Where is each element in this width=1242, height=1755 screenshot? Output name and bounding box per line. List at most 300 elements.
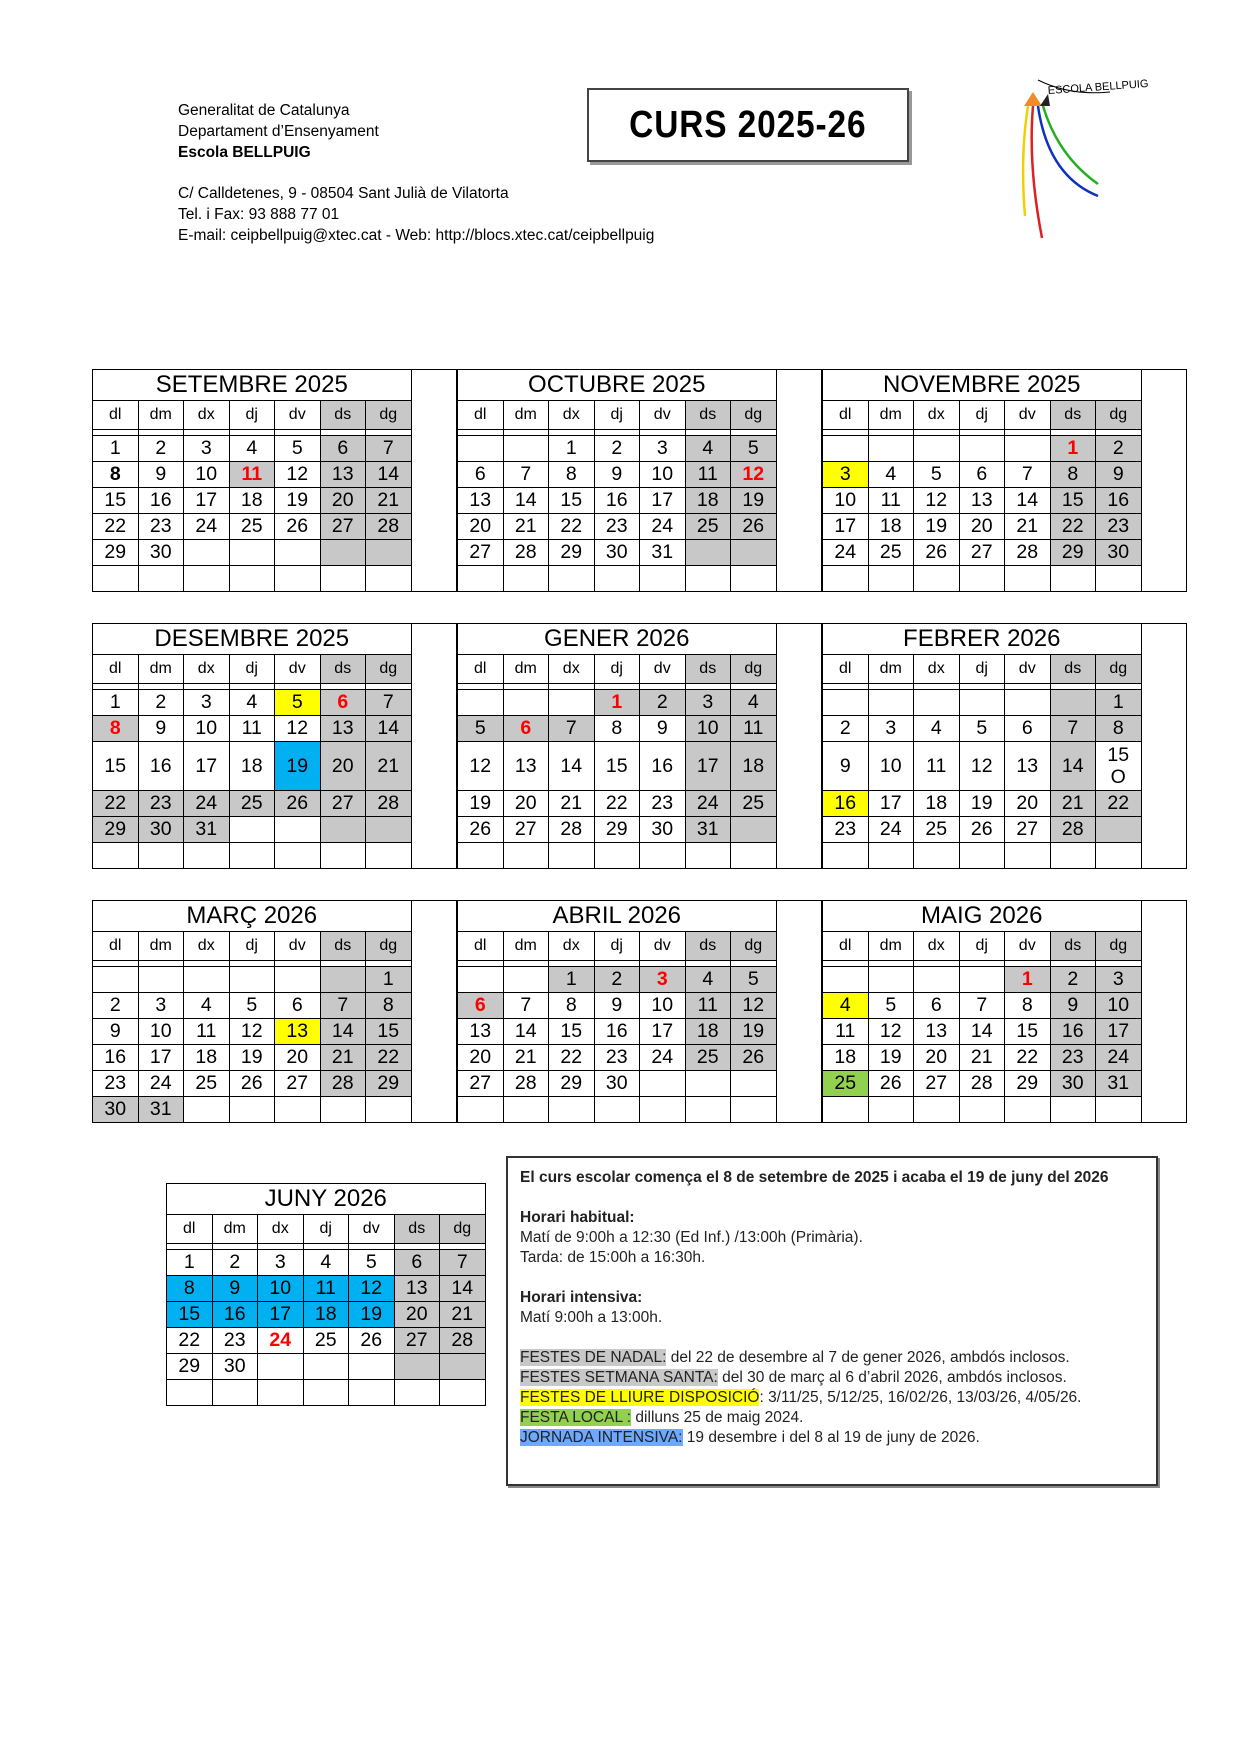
day-cell: 1: [1005, 967, 1051, 993]
day-cell: [868, 1097, 914, 1123]
day-cell: 3: [640, 967, 686, 993]
day-cell: 20: [320, 742, 366, 791]
day-cell: 14: [549, 742, 595, 791]
weekday-header: dv: [275, 655, 321, 684]
weekday-header: dl: [458, 401, 504, 430]
day-cell: 9: [823, 742, 869, 791]
month-calendar: [92, 623, 457, 869]
school-phone: Tel. i Fax: 93 888 77 01: [178, 206, 340, 223]
day-cell: [731, 1097, 777, 1123]
day-cell: [549, 566, 595, 592]
day-cell: 25: [229, 514, 275, 540]
day-cell: [640, 843, 686, 869]
weekday-header: ds: [1050, 655, 1096, 684]
weekday-header: ds: [685, 932, 731, 961]
day-cell: 30: [93, 1097, 139, 1123]
day-cell: [868, 843, 914, 869]
day-cell: [303, 1380, 349, 1406]
month-calendar: [822, 900, 1187, 1123]
weekday-header: dv: [640, 932, 686, 961]
legend-nadal: [520, 1348, 1144, 1368]
day-cell: 15: [93, 742, 139, 791]
day-cell: 19: [229, 1045, 275, 1071]
day-cell: [366, 843, 412, 869]
weekday-header: ds: [685, 655, 731, 684]
month-calendar: [822, 623, 1187, 869]
weekday-header: dj: [303, 1215, 349, 1244]
legend-local-label: FESTA LOCAL :: [520, 1409, 632, 1426]
day-cell: [959, 843, 1005, 869]
day-cell: 16: [1096, 488, 1142, 514]
day-cell: 13: [458, 1019, 504, 1045]
day-cell: 26: [959, 817, 1005, 843]
day-cell: [458, 566, 504, 592]
day-cell: 31: [640, 540, 686, 566]
day-cell: 28: [366, 514, 412, 540]
day-cell: [440, 1380, 486, 1406]
day-cell: 8: [1096, 716, 1142, 742]
day-cell: 15: [167, 1302, 213, 1328]
day-cell: [503, 690, 549, 716]
day-cell: 24: [640, 514, 686, 540]
weekday-header: dv: [275, 932, 321, 961]
day-cell: 27: [959, 540, 1005, 566]
legend-santa-label: FESTES SETMANA SANTA:: [520, 1369, 718, 1386]
day-cell: [914, 1097, 960, 1123]
day-cell: [868, 690, 914, 716]
day-cell: 22: [594, 791, 640, 817]
month-calendar: [822, 369, 1187, 592]
day-cell: 15: [549, 488, 595, 514]
day-cell: 3: [640, 436, 686, 462]
day-cell: 3: [258, 1250, 304, 1276]
day-cell: 7: [1005, 462, 1051, 488]
day-cell: 5: [914, 462, 960, 488]
weekday-header: dj: [594, 655, 640, 684]
day-cell: [640, 566, 686, 592]
day-cell: 10: [1096, 993, 1142, 1019]
weekday-header: dv: [349, 1215, 395, 1244]
day-cell: 28: [320, 1071, 366, 1097]
day-cell: [366, 1097, 412, 1123]
weekday-header: dl: [823, 655, 869, 684]
day-cell: 21: [1005, 514, 1051, 540]
day-cell: 17: [823, 514, 869, 540]
day-cell: 1: [167, 1250, 213, 1276]
day-cell: 1: [366, 967, 412, 993]
day-cell: 31: [184, 817, 230, 843]
weekday-header: dj: [229, 932, 275, 961]
day-cell: 13: [394, 1276, 440, 1302]
day-cell: 15: [549, 1019, 595, 1045]
day-cell: 28: [549, 817, 595, 843]
day-cell: [731, 843, 777, 869]
day-cell: 13: [320, 716, 366, 742]
day-cell: 20: [959, 514, 1005, 540]
day-cell: 24: [258, 1328, 304, 1354]
day-cell: 26: [349, 1328, 395, 1354]
day-cell: 5: [275, 436, 321, 462]
day-cell: 10: [868, 742, 914, 791]
day-cell: [1096, 817, 1142, 843]
day-cell: 30: [212, 1354, 258, 1380]
day-cell: 22: [366, 1045, 412, 1071]
day-cell: 17: [868, 791, 914, 817]
day-cell: 14: [366, 462, 412, 488]
day-cell: 13: [503, 742, 549, 791]
day-cell: 26: [914, 540, 960, 566]
weekday-header: dx: [184, 932, 230, 961]
day-cell: 4: [184, 993, 230, 1019]
day-cell: 2: [212, 1250, 258, 1276]
day-cell: 6: [458, 993, 504, 1019]
day-cell: 16: [640, 742, 686, 791]
day-cell: [229, 843, 275, 869]
day-cell: [959, 566, 1005, 592]
day-cell: [303, 1354, 349, 1380]
day-cell: [549, 1097, 595, 1123]
weekday-header: dj: [229, 401, 275, 430]
day-cell: 19: [275, 488, 321, 514]
day-cell: 8: [167, 1276, 213, 1302]
day-cell: [258, 1380, 304, 1406]
weekday-header: dm: [138, 401, 184, 430]
day-cell: 14: [1005, 488, 1051, 514]
day-cell: 10: [138, 1019, 184, 1045]
weekday-header: dg: [1096, 655, 1142, 684]
school-header: [178, 100, 654, 246]
weekday-header: dm: [868, 932, 914, 961]
day-cell: 19: [731, 1019, 777, 1045]
day-cell: 27: [914, 1071, 960, 1097]
day-cell: 23: [1050, 1045, 1096, 1071]
day-cell: 7: [549, 716, 595, 742]
weekday-header: dj: [959, 401, 1005, 430]
day-cell: 26: [731, 514, 777, 540]
legend-nadal-text: del 22 de desembre al 7 de gener 2026, ambdós inclosos.: [666, 1349, 1070, 1366]
day-cell: [258, 1354, 304, 1380]
day-cell: 21: [959, 1045, 1005, 1071]
day-cell: 15: [1005, 1019, 1051, 1045]
day-cell: 12: [275, 716, 321, 742]
day-cell: 20: [503, 791, 549, 817]
legend-local: [520, 1408, 1144, 1428]
weekday-header: dx: [549, 401, 595, 430]
day-cell: [823, 967, 869, 993]
day-cell: [914, 690, 960, 716]
day-cell: 18: [914, 791, 960, 817]
day-cell: [1096, 566, 1142, 592]
day-cell: 9: [1096, 462, 1142, 488]
day-cell: 12: [914, 488, 960, 514]
day-cell: 12: [731, 462, 777, 488]
day-cell: [549, 690, 595, 716]
weekday-header: dx: [258, 1215, 304, 1244]
day-cell: 11: [184, 1019, 230, 1045]
day-cell: 11: [303, 1276, 349, 1302]
day-cell: 7: [503, 993, 549, 1019]
day-cell: 10: [184, 462, 230, 488]
day-cell: 31: [1096, 1071, 1142, 1097]
month-calendar: [457, 623, 822, 869]
day-cell: 18: [685, 1019, 731, 1045]
day-cell: 18: [868, 514, 914, 540]
legend-jornada: [520, 1428, 1144, 1448]
day-cell: 21: [503, 1045, 549, 1071]
month-title: FEBRER 2026: [823, 624, 1142, 655]
day-cell: 7: [959, 993, 1005, 1019]
day-cell: [366, 540, 412, 566]
day-cell: 19: [914, 514, 960, 540]
day-cell: 22: [1096, 791, 1142, 817]
day-cell: 26: [275, 514, 321, 540]
day-cell: [685, 1071, 731, 1097]
day-cell: 5: [731, 967, 777, 993]
day-cell: 27: [394, 1328, 440, 1354]
day-cell: 17: [640, 1019, 686, 1045]
day-cell: [914, 967, 960, 993]
day-cell: [167, 1380, 213, 1406]
legend-lliure-text: : 3/11/25, 5/12/25, 16/02/26, 13/03/26, 4/05/26.: [759, 1389, 1082, 1406]
day-cell: [1005, 690, 1051, 716]
day-cell: [320, 566, 366, 592]
day-cell: 3: [685, 690, 731, 716]
weekday-header: dv: [640, 401, 686, 430]
legend-jornada-label: JORNADA INTENSIVA:: [520, 1429, 683, 1446]
day-cell: 24: [184, 514, 230, 540]
day-cell: 16: [594, 1019, 640, 1045]
day-cell: 17: [640, 488, 686, 514]
weekday-header: dj: [229, 655, 275, 684]
day-cell: 29: [93, 540, 139, 566]
weekday-header: dm: [212, 1215, 258, 1244]
info-heading: El curs escolar comença el 8 de setembre de 2025 i acaba el 19 de juny del 2026: [520, 1169, 1109, 1186]
day-cell: 29: [167, 1354, 213, 1380]
day-cell: 30: [594, 540, 640, 566]
day-cell: [138, 967, 184, 993]
day-cell: 7: [366, 690, 412, 716]
day-cell: 10: [640, 993, 686, 1019]
day-cell: [823, 690, 869, 716]
month-calendar: [166, 1183, 486, 1406]
weekday-header: dx: [549, 655, 595, 684]
day-cell: 9: [594, 993, 640, 1019]
weekday-header: dx: [184, 655, 230, 684]
day-cell: [394, 1354, 440, 1380]
day-cell: 29: [549, 540, 595, 566]
day-cell: 10: [184, 716, 230, 742]
day-cell: 11: [685, 993, 731, 1019]
day-cell: 21: [549, 791, 595, 817]
day-cell: 23: [594, 514, 640, 540]
day-cell: 28: [959, 1071, 1005, 1097]
day-cell: 9: [640, 716, 686, 742]
day-cell: 24: [823, 540, 869, 566]
weekday-header: dm: [138, 655, 184, 684]
weekday-header: dj: [594, 932, 640, 961]
day-cell: 30: [138, 540, 184, 566]
weekday-header: dx: [549, 932, 595, 961]
day-cell: [914, 843, 960, 869]
day-cell: 17: [138, 1045, 184, 1071]
weekday-header: dg: [731, 655, 777, 684]
day-cell: 20: [320, 488, 366, 514]
day-cell: 17: [1096, 1019, 1142, 1045]
day-cell: 16: [93, 1045, 139, 1071]
day-cell: 19: [959, 791, 1005, 817]
day-cell: [458, 690, 504, 716]
day-cell: 27: [503, 817, 549, 843]
logo-text: ESCOLA BELLPUIG: [1047, 77, 1149, 97]
day-cell: 19: [458, 791, 504, 817]
day-cell: 9: [138, 716, 184, 742]
day-cell: 12: [275, 462, 321, 488]
day-cell: [275, 566, 321, 592]
day-cell: 18: [685, 488, 731, 514]
day-cell: [1005, 566, 1051, 592]
day-cell: [640, 1071, 686, 1097]
day-cell: 8: [366, 993, 412, 1019]
day-cell: 12: [731, 993, 777, 1019]
day-cell: 4: [229, 436, 275, 462]
month-title: JUNY 2026: [167, 1184, 486, 1215]
day-cell: 5: [868, 993, 914, 1019]
day-cell: 5: [458, 716, 504, 742]
day-cell: 25: [868, 540, 914, 566]
day-cell: 27: [458, 1071, 504, 1097]
header-line-1: Generalitat de Catalunya: [178, 102, 350, 119]
day-cell: 6: [503, 716, 549, 742]
day-cell: 4: [868, 462, 914, 488]
day-cell: 18: [184, 1045, 230, 1071]
legend-lliure: [520, 1388, 1144, 1408]
day-cell: 9: [594, 462, 640, 488]
day-cell: 5: [349, 1250, 395, 1276]
day-cell: [229, 1097, 275, 1123]
day-cell: [685, 843, 731, 869]
day-cell: [731, 1071, 777, 1097]
day-cell: [394, 1380, 440, 1406]
weekday-header: dj: [959, 932, 1005, 961]
weekday-header: dm: [868, 401, 914, 430]
day-cell: 4: [685, 967, 731, 993]
day-cell: 2: [594, 436, 640, 462]
month-calendar: [457, 900, 822, 1123]
day-cell: 6: [320, 690, 366, 716]
weekday-header: dl: [93, 655, 139, 684]
day-cell: 23: [138, 791, 184, 817]
weekday-header: dj: [594, 401, 640, 430]
day-cell: 15: [1050, 488, 1096, 514]
weekday-header: dg: [366, 401, 412, 430]
day-cell: [868, 566, 914, 592]
day-cell: 4: [685, 436, 731, 462]
day-cell: 29: [594, 817, 640, 843]
day-cell: 29: [549, 1071, 595, 1097]
day-cell: [1096, 1097, 1142, 1123]
weekday-header: dl: [458, 932, 504, 961]
day-cell: [212, 1380, 258, 1406]
weekday-header: dl: [823, 401, 869, 430]
weekday-header: dv: [1005, 655, 1051, 684]
day-cell: 25: [229, 791, 275, 817]
day-cell: 4: [823, 993, 869, 1019]
day-cell: 13: [914, 1019, 960, 1045]
day-cell: 14: [959, 1019, 1005, 1045]
legend-jornada-text: 19 desembre i del 8 al 19 de juny de 2026.: [682, 1429, 980, 1446]
day-cell: 30: [640, 817, 686, 843]
day-cell: 23: [823, 817, 869, 843]
school-logo: [1010, 76, 1170, 246]
day-cell: 1: [93, 690, 139, 716]
day-cell: [275, 1097, 321, 1123]
day-cell: 10: [640, 462, 686, 488]
day-cell: [1050, 843, 1096, 869]
weekday-header: dl: [93, 401, 139, 430]
day-cell: [93, 967, 139, 993]
weekday-header: dl: [93, 932, 139, 961]
day-cell: 25: [303, 1328, 349, 1354]
day-cell: 18: [823, 1045, 869, 1071]
day-cell: 24: [685, 791, 731, 817]
weekday-header: dx: [914, 655, 960, 684]
month-calendar: [457, 369, 822, 592]
day-cell: 26: [275, 791, 321, 817]
day-cell: [229, 817, 275, 843]
day-cell: 2: [1050, 967, 1096, 993]
day-cell: 26: [868, 1071, 914, 1097]
day-cell: [503, 436, 549, 462]
day-cell: 7: [503, 462, 549, 488]
day-cell: 20: [458, 1045, 504, 1071]
day-cell: 11: [868, 488, 914, 514]
weekday-header: dj: [959, 655, 1005, 684]
day-cell: 18: [303, 1302, 349, 1328]
day-cell: 13: [275, 1019, 321, 1045]
day-cell: 14: [503, 488, 549, 514]
horari-title: Horari habitual:: [520, 1209, 635, 1226]
day-cell: 26: [229, 1071, 275, 1097]
day-cell: 10: [258, 1276, 304, 1302]
day-cell: 14: [320, 1019, 366, 1045]
day-cell: 27: [320, 514, 366, 540]
course-title: CURS 2025-26: [629, 103, 867, 146]
day-cell: [503, 967, 549, 993]
day-cell: 12: [868, 1019, 914, 1045]
day-cell: 29: [1050, 540, 1096, 566]
day-cell: 8: [1005, 993, 1051, 1019]
day-cell: 28: [440, 1328, 486, 1354]
day-cell: [138, 843, 184, 869]
day-cell: [640, 1097, 686, 1123]
day-cell: 24: [868, 817, 914, 843]
day-cell: 11: [731, 716, 777, 742]
day-cell: 12: [959, 742, 1005, 791]
day-cell: [275, 843, 321, 869]
day-cell: [440, 1354, 486, 1380]
day-cell: 21: [503, 514, 549, 540]
day-cell: 23: [1096, 514, 1142, 540]
weekday-header: dg: [1096, 401, 1142, 430]
day-cell: 5: [731, 436, 777, 462]
day-cell: 20: [458, 514, 504, 540]
day-cell: 8: [93, 716, 139, 742]
day-cell: [503, 843, 549, 869]
day-cell: 20: [394, 1302, 440, 1328]
weekday-header: dv: [1005, 932, 1051, 961]
day-cell: 30: [1050, 1071, 1096, 1097]
weekday-header: ds: [685, 401, 731, 430]
